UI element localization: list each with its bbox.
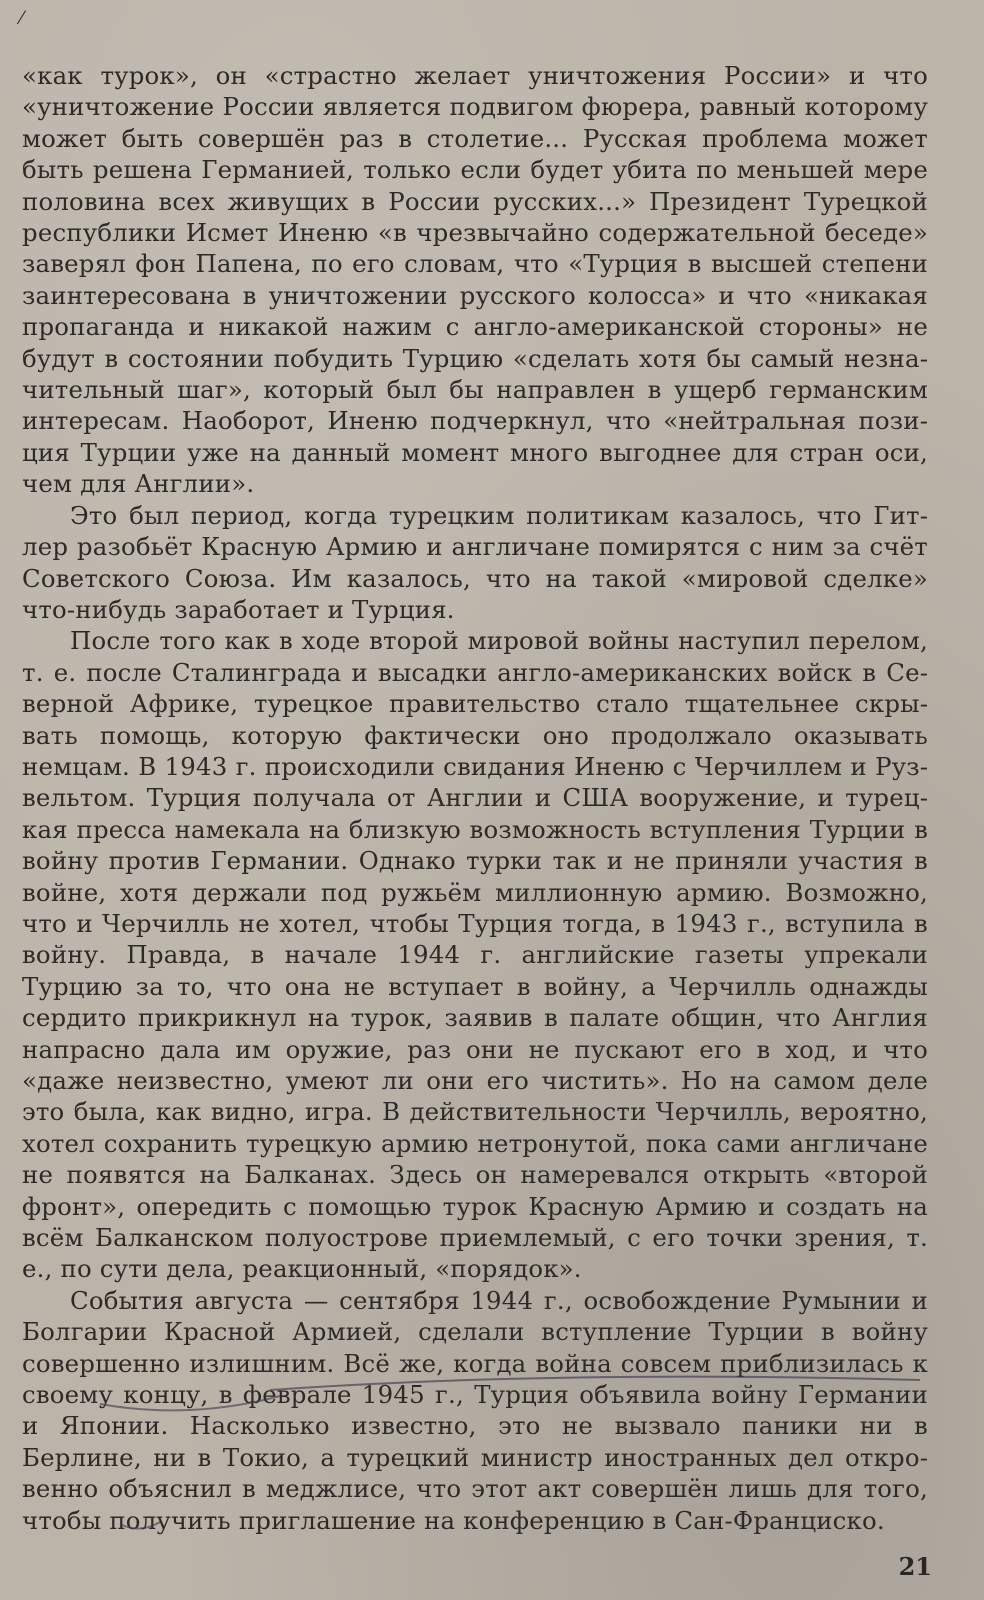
paragraph-4: События августа — сентября 1944 г., освобождение Румынии и Болгарии Красной Армией, сделали вступление Турции в войну совершенно излишним. Всё же, когда война совсем приблизилась к своему концу, в феврале 1945 г., Турция объявила войну Германии и Японии. Насколько известно, это не вызвало паники ни в Берлине, ни в Токио, а турецкий министр иностранных дел откровенно объяснил в меджлисе, что этот акт совершён лишь для того, чтобы получить приглашение на конференцию в Сан-Франциско.: [22, 1285, 928, 1535]
body-text: [22, 60, 928, 1536]
page-number: 21: [898, 1552, 932, 1581]
paragraph-2: Это был период, когда турецким политикам казалось, что Гитлер разобьёт Красную Армию и англичане помирятся с ним за счёт Советского Союза. Им казалось, что на такой «мировой сделке» что-нибудь заработает и Турция.: [22, 500, 928, 624]
paragraph-1: «как турок», он «страстно желает уничтожения России» и что «уничтожение России является подвигом фюрера, равный которому может быть совершён раз в столетие... Русская проблема может быть решена Германией, только если будет убита по меньшей мере половина всех живущих в России русских...» Президент Турецкой республики Исмет Иненю «в чрезвычайно содержательной беседе» заверял фон Папена, по его словам, что «Турция в высшей степени заинтересована в уничтожении русского колосса» и что «никакая пропаганда и никакой нажим с англо-американской стороны» не будут в состоянии побудить Турцию «сделать хотя бы самый незначительный шаг», который был бы направлен в ущерб германским интересам. Наоборот, Иненю подчеркнул, что «нейтральная позиция Турции уже на данный момент много выгоднее для стран оси, чем для Англии».: [22, 61, 928, 499]
paragraph-3: После того как в ходе второй мировой войны наступил перелом, т. е. после Сталинграда и высадки англо-американских войск в Северной Африке, турецкое правительство стало тщательнее скрывать помощь, которую фактически оно продолжало оказывать немцам. В 1943 г. происходили свидания Иненю с Черчиллем и Рузвельтом. Турция получала от Англии и США вооружение, и турецкая пресса намекала на близкую возможность вступления Турции в войну против Германии. Однако турки так и не приняли участия в войне, хотя держали под ружьём миллионную армию. Возможно, что и Черчилль не хотел, чтобы Турция тогда, в 1943 г., вступила в войну. Правда, в начале 1944 г. английские газеты упрекали Турцию за то, что она не вступает в войну, а Черчилль однажды сердито прикрикнул на турок, заявив в палате общин, что Англия напрасно дала им оружие, раз они не пускают его в ход, и что «даже неизвестно, умеют ли они его чистить». Но на самом деле это была, как видно, игра. В действительности Черчилль, вероятно, хотел сохранить турецкую армию нетронутой, пока сами англичане не появятся на Балканах. Здесь он намеревался открыть «второй фронт», опередить с помощью турок Красную Армию и создать на всём Балканском полуострове приемлемый, с его точки зрения, т. е., по сути дела, реакционный, «порядок».: [22, 626, 928, 1284]
corner-mark: ⁄: [20, 8, 24, 29]
